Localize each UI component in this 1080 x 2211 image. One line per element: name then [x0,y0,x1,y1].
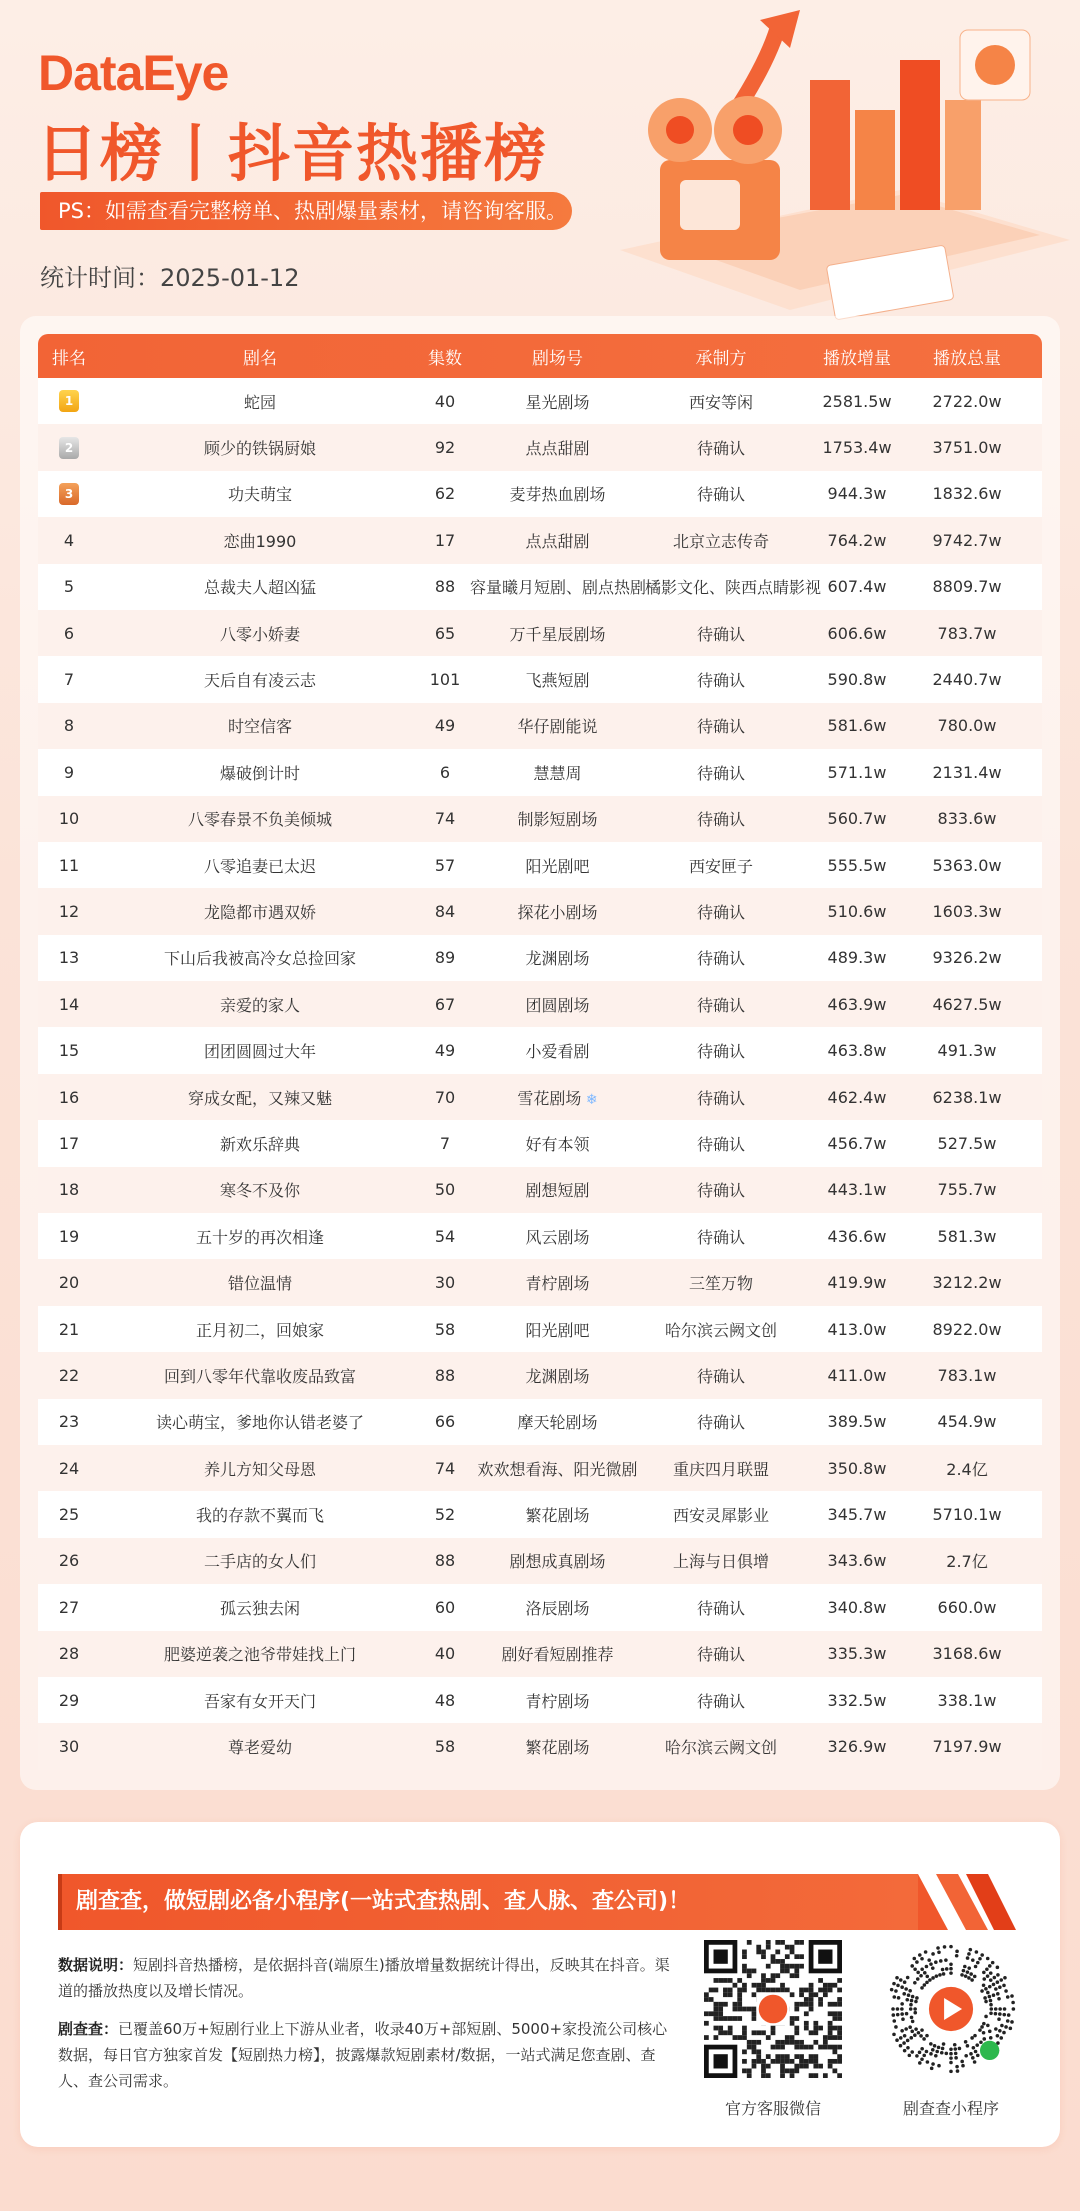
cell-theater: 摩天轮剧场 [517,1413,598,1433]
stat-date: 统计时间：2025-01-12 [40,264,300,292]
cell-theater: 麦芽热血剧场 [509,485,606,505]
cell-play-increase: 571.1w [827,762,887,782]
cell-producer: 待确认 [696,624,745,644]
cell-producer: 西安灵犀影业 [672,1506,769,1526]
cell-play-increase: 1753.4w [822,438,892,458]
cell-play-total: 783.7w [937,623,997,643]
cell-play-total: 755.7w [937,1180,997,1200]
cell-title: 团团圆圆过大年 [203,1042,316,1062]
cell-theater: 阳光剧吧 [525,856,590,876]
cell-rank: 10 [58,809,80,829]
cell-play-total: 338.1w [937,1690,997,1710]
cell-title: 吾家有女开天门 [203,1691,316,1711]
col-producer: 承制方 [695,348,747,369]
cell-episodes: 62 [434,484,456,504]
rank-medal-icon: 3 [59,483,79,505]
cell-episodes: 84 [434,901,456,921]
cell-play-total: 5710.1w [932,1505,1002,1525]
rank-medal-icon: 1 [59,390,79,412]
cell-episodes: 30 [434,1273,456,1293]
cell-play-total: 7197.9w [932,1737,1002,1757]
cell-title: 肥婆逆袭之池爷带娃找上门 [163,1645,356,1665]
miniprogram-qr-label: 剧查查小程序 [902,2099,999,2118]
cell-play-increase: 510.6w [827,901,887,921]
cell-episodes: 89 [434,948,456,968]
cell-title: 错位温情 [227,1274,292,1294]
cell-producer: 待确认 [696,1598,745,1618]
cell-play-total: 1832.6w [932,484,1002,504]
cell-title: 尊老爱幼 [227,1738,292,1758]
cell-episodes: 66 [434,1412,456,1432]
cell-theater: 欢欢想看海、阳光微剧 [477,1459,638,1479]
cell-episodes: 57 [434,855,456,875]
dataeye-logo: DataEye [38,45,229,101]
cell-rank: 22 [58,1365,80,1385]
cell-play-total: 2.7亿 [946,1552,988,1572]
cell-title: 穿成女配，又辣又魅 [187,1088,332,1108]
cell-episodes: 49 [434,716,456,736]
cell-play-total: 8922.0w [932,1319,1002,1339]
cell-play-total: 527.5w [937,1133,997,1153]
table-row [38,564,1042,610]
cell-theater: 剧想短剧 [525,1181,590,1201]
cell-episodes: 88 [434,1551,456,1571]
cell-title: 蛇园 [243,392,276,412]
cell-rank: 30 [58,1737,80,1757]
wechat-qr-code-icon [704,1940,842,2078]
jcc-description [58,2016,678,2094]
cell-episodes: 60 [434,1597,456,1617]
cell-title: 总裁夫人超凶猛 [203,578,316,598]
col-play-increase: 播放增量 [823,348,891,369]
cell-title: 回到八零年代靠收废品致富 [163,1366,356,1386]
cell-play-increase: 389.5w [827,1412,887,1432]
table-row [38,1677,1042,1723]
cell-play-increase: 419.9w [827,1273,887,1293]
table-row [38,656,1042,702]
cell-title: 八零追妻已太迟 [203,856,316,876]
cell-play-total: 8809.7w [932,577,1002,597]
cell-theater: 龙渊剧场 [525,1366,590,1386]
table-row [38,1027,1042,1073]
cell-play-increase: 335.3w [827,1644,887,1664]
cell-title: 亲爱的家人 [219,995,300,1015]
cell-title: 养儿方知父母恩 [203,1459,316,1479]
cell-rank: 20 [58,1273,80,1293]
cell-title: 孤云独去闲 [219,1598,300,1618]
cell-producer: 待确认 [696,1227,745,1247]
cell-rank [38,437,100,459]
table-row [38,1399,1042,1445]
table-header [38,334,1042,378]
cell-producer: 待确认 [696,1088,745,1108]
cell-episodes: 40 [434,1644,456,1664]
cell-producer: 上海与日俱增 [672,1552,769,1572]
cell-rank: 25 [58,1505,80,1525]
cell-producer: 待确认 [696,902,745,922]
miniprogram-code-icon [882,1940,1020,2078]
table-row [38,888,1042,934]
cell-producer: 待确认 [696,763,745,783]
table-row [38,1306,1042,1352]
rank-medal-icon: 2 [59,437,79,459]
cell-theater: 洛辰剧场 [525,1598,590,1618]
cell-episodes: 6 [439,762,451,782]
cell-play-increase: 607.4w [827,577,887,597]
cell-title: 时空信客 [227,717,292,737]
cell-play-increase: 489.3w [827,948,887,968]
cell-play-increase: 2581.5w [822,391,892,411]
cell-title: 新欢乐辞典 [219,1134,300,1154]
cell-play-increase: 463.9w [827,994,887,1014]
cell-episodes: 40 [434,391,456,411]
cell-producer: 橘影文化、陕西点睛影视 [645,578,822,598]
cell-play-total: 3168.6w [932,1644,1002,1664]
cell-theater: 点点甜剧 [525,439,590,459]
cell-play-increase: 606.6w [827,623,887,643]
table-row [38,1259,1042,1305]
cell-play-total: 2.4亿 [946,1459,988,1479]
cell-rank: 14 [58,994,80,1014]
cell-theater: 飞燕短剧 [525,671,590,691]
cell-theater: 阳光剧吧 [525,1320,590,1340]
table-row [38,378,1042,424]
cell-title: 功夫萌宝 [227,485,292,505]
cell-producer: 哈尔滨云阙文创 [664,1320,777,1340]
cell-theater: 点点甜剧 [525,531,590,551]
cell-episodes: 54 [434,1226,456,1246]
cell-episodes: 7 [439,1133,451,1153]
cell-play-increase: 350.8w [827,1458,887,1478]
cell-rank: 4 [63,530,75,550]
cell-title: 八零春景不负美倾城 [187,810,332,830]
cell-play-increase: 581.6w [827,716,887,736]
cell-play-increase: 462.4w [827,1087,887,1107]
cell-producer: 北京立志传奇 [672,531,769,551]
cell-play-increase: 944.3w [827,484,887,504]
cell-theater: 探花小剧场 [517,902,598,922]
cell-producer: 待确认 [696,671,745,691]
cell-theater: 华仔剧能说 [517,717,598,737]
cell-title: 顾少的铁锅厨娘 [203,439,316,459]
cell-rank: 7 [63,670,75,690]
cell-rank: 15 [58,1041,80,1061]
cell-play-total: 5363.0w [932,855,1002,875]
cell-title: 正月初二，回娘家 [195,1320,324,1340]
cell-rank [38,483,100,505]
wechat-qr-label: 官方客服微信 [724,2099,821,2118]
table-row [38,1167,1042,1213]
cell-episodes: 74 [434,809,456,829]
table-row [38,471,1042,517]
cell-theater: 万千星辰剧场 [509,624,606,644]
cell-play-increase: 764.2w [827,530,887,550]
cell-play-total: 9742.7w [932,530,1002,550]
cell-theater: 繁花剧场 [525,1506,590,1526]
cell-play-increase: 560.7w [827,809,887,829]
cell-title: 爆破倒计时 [219,763,300,783]
cell-play-increase: 443.1w [827,1180,887,1200]
promo-banner [58,1874,1018,1930]
header [0,0,1080,320]
cell-rank: 26 [58,1551,80,1571]
cell-title: 天后自有凌云志 [203,671,316,691]
cell-play-total: 581.3w [937,1226,997,1246]
table-row [38,703,1042,749]
cell-play-total: 783.1w [937,1365,997,1385]
cell-episodes: 50 [434,1180,456,1200]
cell-episodes: 74 [434,1458,456,1478]
cell-theater: 雪花剧场 ❄ [517,1088,598,1108]
cell-episodes: 17 [434,530,456,550]
table-row [38,1445,1042,1491]
table-row [38,1723,1042,1769]
col-rank: 排名 [52,348,86,369]
cell-play-total: 833.6w [937,809,997,829]
cell-rank: 16 [58,1087,80,1107]
cell-producer: 待确认 [696,1181,745,1201]
table-row [38,749,1042,795]
cell-episodes: 65 [434,623,456,643]
cell-episodes: 48 [434,1690,456,1710]
cell-producer: 西安等闲 [688,392,753,412]
cell-play-total: 1603.3w [932,901,1002,921]
cell-play-increase: 411.0w [827,1365,887,1385]
cell-theater: 团圆剧场 [525,995,590,1015]
cell-episodes: 49 [434,1041,456,1061]
cell-rank: 29 [58,1690,80,1710]
cell-play-total: 2440.7w [932,670,1002,690]
cell-theater: 青柠剧场 [525,1691,590,1711]
col-title: 剧名 [243,348,277,369]
cell-title: 下山后我被高冷女总捡回家 [163,949,356,969]
cell-play-total: 3212.2w [932,1273,1002,1293]
cell-producer: 待确认 [696,1366,745,1386]
cell-episodes: 101 [429,670,461,690]
table-row [38,1491,1042,1537]
cell-play-increase: 413.0w [827,1319,887,1339]
table-row [38,1352,1042,1398]
cell-play-total: 6238.1w [932,1087,1002,1107]
table-row [38,1074,1042,1120]
cell-rank: 24 [58,1458,80,1478]
cell-play-increase: 332.5w [827,1690,887,1710]
cell-producer: 待确认 [696,995,745,1015]
cell-producer: 西安匣子 [688,856,753,876]
cell-play-total: 780.0w [937,716,997,736]
cell-theater: 风云剧场 [525,1227,590,1247]
cell-episodes: 52 [434,1505,456,1525]
cell-theater: 剧好看短剧推荐 [501,1645,614,1665]
cell-play-increase: 555.5w [827,855,887,875]
table-row [38,796,1042,842]
cell-episodes: 58 [434,1319,456,1339]
banner-stripes-icon [936,1874,1016,1930]
cell-producer: 待确认 [696,1645,745,1665]
cell-play-increase: 326.9w [827,1737,887,1757]
cell-play-increase: 343.6w [827,1551,887,1571]
cell-rank: 17 [58,1133,80,1153]
cell-play-total: 660.0w [937,1597,997,1617]
data-description [58,1952,678,2004]
col-theater: 剧场号 [532,348,583,369]
cell-play-total: 4627.5w [932,994,1002,1014]
cell-rank: 8 [63,716,75,736]
cell-producer: 待确认 [696,1413,745,1433]
cell-title: 读心萌宝，爹地你认错老婆了 [155,1413,364,1433]
cell-producer: 待确认 [696,810,745,830]
jcc-description-label: 剧查查： [58,2020,119,2038]
cell-producer: 三笙万物 [688,1274,753,1294]
table-row [38,842,1042,888]
cell-rank: 18 [58,1180,80,1200]
cell-episodes: 88 [434,1365,456,1385]
table-row [38,1538,1042,1584]
cell-rank: 28 [58,1644,80,1664]
table-row [38,517,1042,563]
cell-producer: 待确认 [696,1134,745,1154]
cell-title: 恋曲1990 [223,531,297,551]
cell-rank: 9 [63,762,75,782]
ps-note: PS：如需查看完整榜单、热剧爆量素材，请咨询客服。 [40,192,572,230]
cell-rank: 5 [63,577,75,597]
cell-theater: 制影短剧场 [517,810,598,830]
cell-theater: 繁花剧场 [525,1738,590,1758]
cell-rank: 12 [58,901,80,921]
cell-episodes: 58 [434,1737,456,1757]
cell-episodes: 92 [434,438,456,458]
cell-episodes: 88 [434,577,456,597]
cell-play-increase: 463.8w [827,1041,887,1061]
cell-rank: 11 [58,855,80,875]
cell-play-increase: 340.8w [827,1597,887,1617]
table-row [38,1120,1042,1166]
cell-title: 五十岁的再次相逢 [195,1227,324,1247]
cell-episodes: 70 [434,1087,456,1107]
page-title: 日榜丨抖音热播榜 [36,117,549,190]
table-row [38,1584,1042,1630]
jcc-description-text: 已覆盖60万+短剧行业上下游从业者，收录40万+部短剧、5000+家投流公司核心数据，每日官方独家首发【短剧热力榜】，披露爆款短剧素材/数据，一站式满足您查剧、查人、查公司需求。 [58,2020,668,2090]
cell-title: 龙隐都市遇双娇 [203,902,316,922]
cell-theater: 容量曦月短剧、剧点热剧 [470,578,647,598]
cell-title: 二手店的女人们 [203,1552,316,1572]
cell-theater: 好有本领 [525,1134,590,1154]
cell-play-total: 9326.2w [932,948,1002,968]
promo-banner-bar [58,1874,918,1930]
cell-play-total: 3751.0w [932,438,1002,458]
cell-play-total: 2131.4w [932,762,1002,782]
cell-producer: 哈尔滨云阙文创 [664,1738,777,1758]
cell-producer: 待确认 [696,1042,745,1062]
table-body [38,378,1042,1770]
ranking-table [38,334,1042,1770]
data-description-label: 数据说明： [58,1956,134,1974]
table-row [38,424,1042,470]
table-row [38,981,1042,1027]
cell-theater: 青柠剧场 [525,1274,590,1294]
cell-play-increase: 590.8w [827,670,887,690]
cell-rank: 23 [58,1412,80,1432]
cell-episodes: 67 [434,994,456,1014]
cell-theater: 龙渊剧场 [525,949,590,969]
col-episodes: 集数 [428,348,462,369]
cell-theater: 剧想成真剧场 [509,1552,606,1572]
cell-title: 寒冬不及你 [219,1181,300,1201]
camera-chart-illustration-icon [600,0,1080,320]
cell-play-increase: 436.6w [827,1226,887,1246]
cell-producer: 待确认 [696,1691,745,1711]
cell-rank: 21 [58,1319,80,1339]
cell-rank [38,390,100,412]
table-row [38,610,1042,656]
cell-rank: 13 [58,948,80,968]
table-row [38,935,1042,981]
cell-producer: 重庆四月联盟 [672,1459,769,1479]
cell-rank: 19 [58,1226,80,1246]
cell-play-total: 454.9w [937,1412,997,1432]
cell-theater: 小爱看剧 [525,1042,590,1062]
table-row [38,1213,1042,1259]
cell-producer: 待确认 [696,949,745,969]
cell-title: 八零小娇妻 [219,624,300,644]
col-play-total: 播放总量 [933,348,1001,369]
promo-banner-text: 剧查查，做短剧必备小程序(一站式查热剧、查人脉、查公司)！ [76,1889,691,1914]
cell-play-total: 491.3w [937,1041,997,1061]
cell-title: 我的存款不翼而飞 [195,1506,324,1526]
cell-theater: 慧慧周 [533,763,582,783]
cell-producer: 待确认 [696,485,745,505]
cell-play-total: 2722.0w [932,391,1002,411]
cell-play-increase: 345.7w [827,1505,887,1525]
cell-rank: 27 [58,1597,80,1617]
cell-rank: 6 [63,623,75,643]
table-row [38,1631,1042,1677]
cell-play-increase: 456.7w [827,1133,887,1153]
cell-producer: 待确认 [696,439,745,459]
cell-producer: 待确认 [696,717,745,737]
description-block [58,1952,678,2106]
data-description-text: 短剧抖音热播榜，是依据抖音(端原生)播放增量数据统计得出，反映其在抖音。渠道的播放热度以及增长情况。 [58,1956,670,2000]
snowflake-icon: ❄ [581,1091,598,1108]
cell-theater: 星光剧场 [525,392,590,412]
